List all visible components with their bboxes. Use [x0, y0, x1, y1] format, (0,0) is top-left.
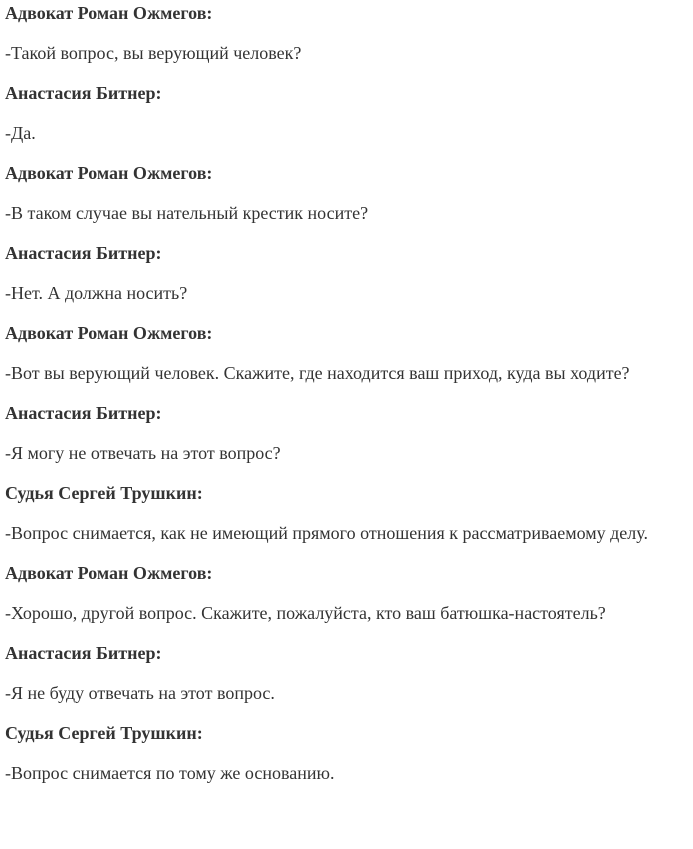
speaker-name: Анастасия Битнер:	[5, 643, 162, 663]
speaker-name: Судья Сергей Трушкин:	[5, 483, 203, 503]
transcript-entry	[5, 480, 685, 547]
transcript-entry	[5, 80, 685, 147]
transcript-entry	[5, 640, 685, 707]
transcript-entry	[5, 320, 685, 387]
speaker-name: Адвокат Роман Ожмегов:	[5, 323, 213, 343]
speech-text: -Я могу не отвечать на этот вопрос?	[5, 443, 281, 463]
speech-text: -Я не буду отвечать на этот вопрос.	[5, 683, 275, 703]
speech-text: -Да.	[5, 123, 36, 143]
speech-text: -В таком случае вы нательный крестик носите?	[5, 203, 369, 223]
transcript-entry	[5, 240, 685, 307]
speech-text: -Нет. А должна носить?	[5, 283, 188, 303]
transcript-entry	[5, 0, 685, 67]
speaker-name: Адвокат Роман Ожмегов:	[5, 3, 213, 23]
speech-text: -Хорошо, другой вопрос. Скажите, пожалуйста, кто ваш батюшка-настоятель?	[5, 603, 606, 623]
transcript-entry	[5, 160, 685, 227]
speaker-name: Судья Сергей Трушкин:	[5, 723, 203, 743]
speaker-name: Адвокат Роман Ожмегов:	[5, 563, 213, 583]
speech-text: -Вопрос снимается по тому же основанию.	[5, 763, 335, 783]
speaker-name: Анастасия Битнер:	[5, 403, 162, 423]
speaker-name: Анастасия Битнер:	[5, 83, 162, 103]
speech-text: -Такой вопрос, вы верующий человек?	[5, 43, 302, 63]
transcript-entry	[5, 560, 685, 627]
transcript-entry	[5, 400, 685, 467]
transcript-entry	[5, 720, 685, 787]
speaker-name: Анастасия Битнер:	[5, 243, 162, 263]
speech-text: -Вот вы верующий человек. Скажите, где находится ваш приход, куда вы ходите?	[5, 363, 630, 383]
speech-text: -Вопрос снимается, как не имеющий прямого отношения к рассматриваемому делу.	[5, 523, 648, 543]
speaker-name: Адвокат Роман Ожмегов:	[5, 163, 213, 183]
